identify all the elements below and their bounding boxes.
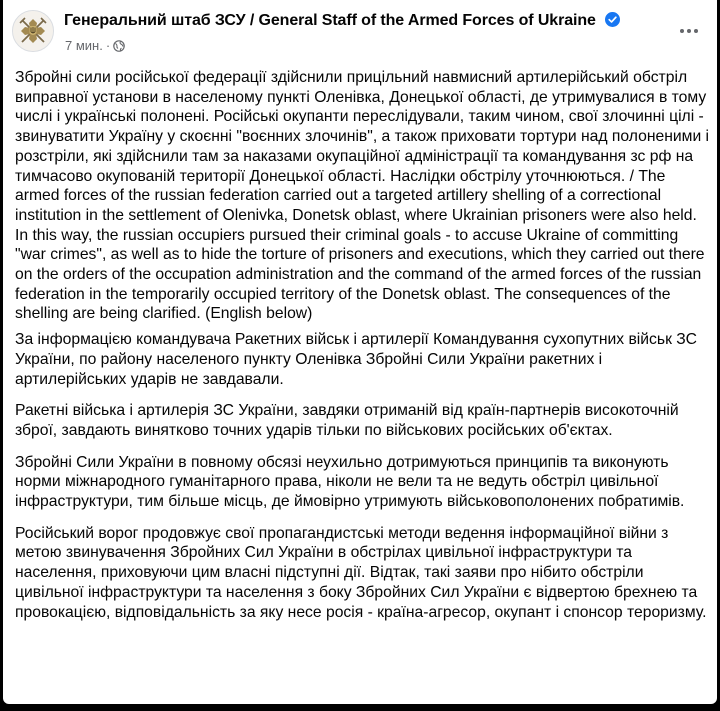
page-avatar[interactable] bbox=[12, 10, 54, 52]
post-paragraph: Російський ворог продовжує свої пропагандистські методи ведення інформаційної війни з метою звинувачення Збройних Сил України в обстрілах цивільної інфраструктури та населення, приховуючи цим власні підступні дії. Відтак, такі заяви про нібито обстріли цивільної інфраструктури та населення з боку Збройних Сил України є відвертою брехнею та провокацією, відповідальність за яку несе росія - країна-агресор, окупант і спонсор тероризму. bbox=[15, 524, 707, 621]
post-meta bbox=[65, 38, 125, 53]
post-text bbox=[15, 68, 711, 634]
verified-badge-icon bbox=[605, 12, 620, 27]
meta-separator: · bbox=[105, 38, 111, 53]
post-paragraph: Збройні Сили України в повному обсязі неухильно дотримуються принципів та виконують норми міжнародного гуманітарного права, ніколи не вели та не ведуть обстріл цивільної інфраструктури, тим більше місць, де ймовірно утримують військовополонених побратимів. bbox=[15, 453, 685, 511]
post-header bbox=[3, 0, 717, 64]
post-paragraph: За інформацією командувача Ракетних військ і артилерії Командування сухопутних військ ЗС України, по району населеного пункту Оленівка Збройні Сили України ракетних і артилерійських ударів не завдавали. bbox=[15, 331, 697, 388]
post-timestamp[interactable]: 7 мин. bbox=[65, 38, 103, 53]
more-options-button[interactable] bbox=[671, 14, 707, 50]
more-options-icon bbox=[679, 28, 699, 34]
globe-icon[interactable] bbox=[113, 40, 125, 52]
post-paragraph: Збройні сили російської федерації здійснили прицільний навмисний артилерійський обстріл виправної установи в населеному пункті Оленівка, Донецької області, де утримувалися в тому числі і українські полонені. Російські окупанти переслідували, таким чином, свої злочинні цілі - звинуватити Україну у скоєнні "воєнних злочинів", а також приховати тортури над полоненими і розстріли, які здійснили там за наказами окупаційної адміністрації та командування зс рф на тимчасово окупованій території Донецької області. Наслідки обстрілу уточнюються. / The armed forces of the russian federation carried out a targeted artillery shelling of a correctional institution in the settlement of Olenivka, Donetsk oblast, where Ukrainian prisoners were also held. In this way, the russian occupiers pursued their criminal goals - to accuse Ukraine of committing "war crimes", as well as to hide the torture of prisoners and executions, which they carried out there on the orders of the occupation administration and the command of the armed forces of the russian federation in the temporarily occupied territory of the Donetsk oblast. The consequences of the shelling are being clarified. (English below) bbox=[15, 69, 710, 323]
page-name[interactable]: Генеральний штаб ЗСУ / General Staff of the Armed Forces of Ukraine bbox=[64, 12, 596, 29]
coat-of-arms-icon bbox=[13, 11, 53, 51]
post-paragraph: Ракетні війська і артилерія ЗС України, завдяки отриманій від країн-партнерів високоточній зброї, завдають винятково точних ударів тільки по військових російських об'єктах. bbox=[15, 402, 679, 439]
post-card bbox=[3, 0, 717, 704]
page-name-link[interactable] bbox=[64, 12, 620, 30]
